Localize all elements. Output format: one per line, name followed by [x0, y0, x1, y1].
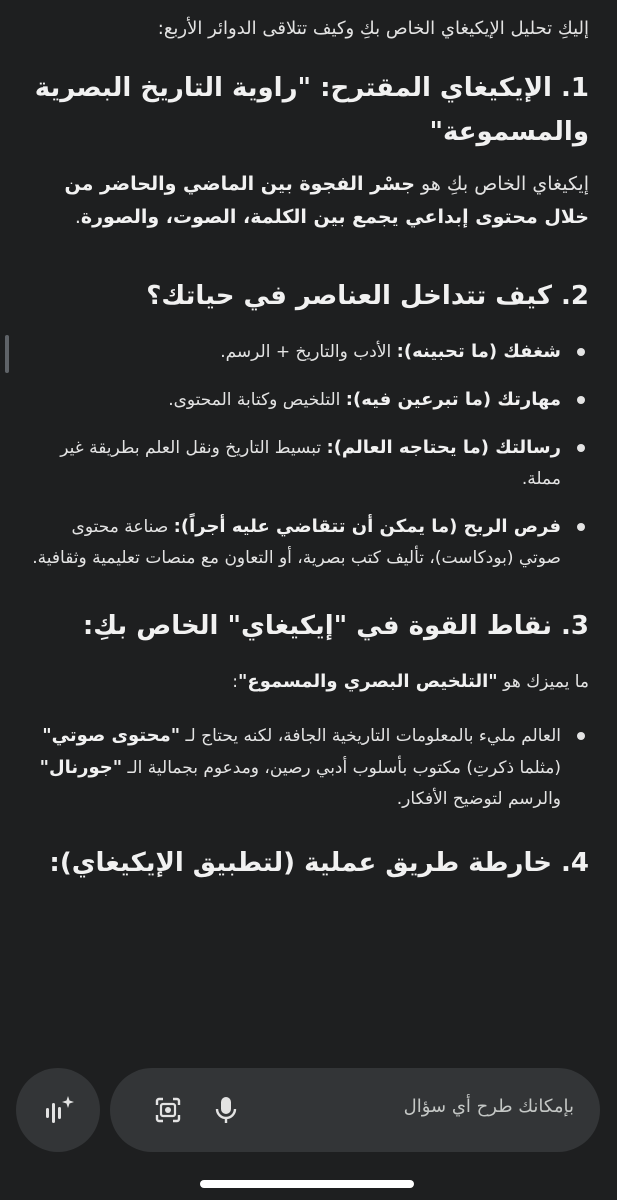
prompt-input[interactable]: بإمكانك طرح أي سؤال	[403, 1096, 574, 1117]
mic-icon[interactable]	[206, 1090, 246, 1130]
item-label: رسالتك (ما يحتاجه العالم):	[326, 437, 561, 458]
bullet-part2: (مثلما ذكرتِ) مكتوب بأسلوب أدبي رصين، ومدعوم بجمالية الـ	[122, 758, 561, 778]
home-indicator[interactable]	[200, 1180, 414, 1188]
item-text: صناعة محتوى صوتي (بودكاست)، تأليف كتب بصرية، أو التعاون مع منصات تعليمية وثقافية.	[32, 517, 561, 568]
live-sparkle-icon[interactable]	[16, 1068, 100, 1152]
bullet-part3: والرسم لتوضيح الأفكار.	[396, 789, 561, 809]
section1-paragraph	[28, 168, 589, 234]
item-text: التلخيص وكتابة المحتوى.	[168, 390, 346, 410]
bullet-part1: العالم مليء بالمعلومات التاريخية الجافة، لكنه يحتاج لـ	[180, 726, 561, 746]
para-prefix: إيكيغاي الخاص بكِ هو	[421, 173, 589, 195]
para-bold: جسْر الفجوة بين الماضي والحاضر من خلال محتوى إبداعي يجمع بين الكلمة، الصوت، والصورة	[64, 173, 589, 228]
intro-text: إليكِ تحليل الإيكيغاي الخاص بكِ وكيف تتلاقى الدوائر الأربع:	[157, 18, 589, 39]
section2-heading: 2. كيف تتداخل العناصر في حياتك؟	[146, 281, 589, 311]
lead-suffix: :	[232, 672, 239, 692]
section3-list	[28, 720, 589, 815]
list-item	[28, 336, 589, 368]
list-item	[28, 432, 589, 495]
list-item	[28, 511, 589, 574]
camera-lens-icon[interactable]	[148, 1090, 188, 1130]
section3-heading: 3. نقاط القوة في "إيكيغاي" الخاص بكِ:	[82, 611, 589, 641]
para-suffix: .	[74, 206, 81, 228]
item-text: الأدب والتاريخ + الرسم.	[220, 342, 397, 362]
scrollbar[interactable]	[5, 335, 9, 373]
bullet-bold2: "جورنال"	[39, 757, 123, 778]
prompt-input-bar[interactable]	[110, 1068, 600, 1152]
item-text: تبسيط التاريخ ونقل العلم بطريقة غير مملة.	[60, 438, 561, 489]
item-label: شغفك (ما تحبينه):	[396, 341, 561, 362]
section3-lead	[28, 666, 589, 698]
list-item	[28, 720, 589, 815]
item-label: مهارتك (ما تبرعين فيه):	[345, 389, 561, 410]
section1-heading	[28, 66, 589, 154]
section1-heading-line1: 1. الإيكيغاي المقترح: "راوية التاريخ البصرية	[34, 73, 589, 103]
section1-heading-line2: والمسموعة"	[429, 117, 589, 147]
lead-prefix: ما يميزك هو	[497, 672, 589, 692]
section4-heading: 4. خارطة طريق عملية (لتطبيق الإيكيغاي):	[49, 848, 589, 878]
lead-bold: "التلخيص البصري والمسموع"	[238, 671, 498, 692]
list-item	[28, 384, 589, 416]
bullet-bold1: "محتوى صوتي"	[42, 725, 181, 746]
section2-list	[28, 336, 589, 574]
item-label: فرص الربح (ما يمكن أن تتقاضي عليه أجراً):	[173, 516, 561, 537]
